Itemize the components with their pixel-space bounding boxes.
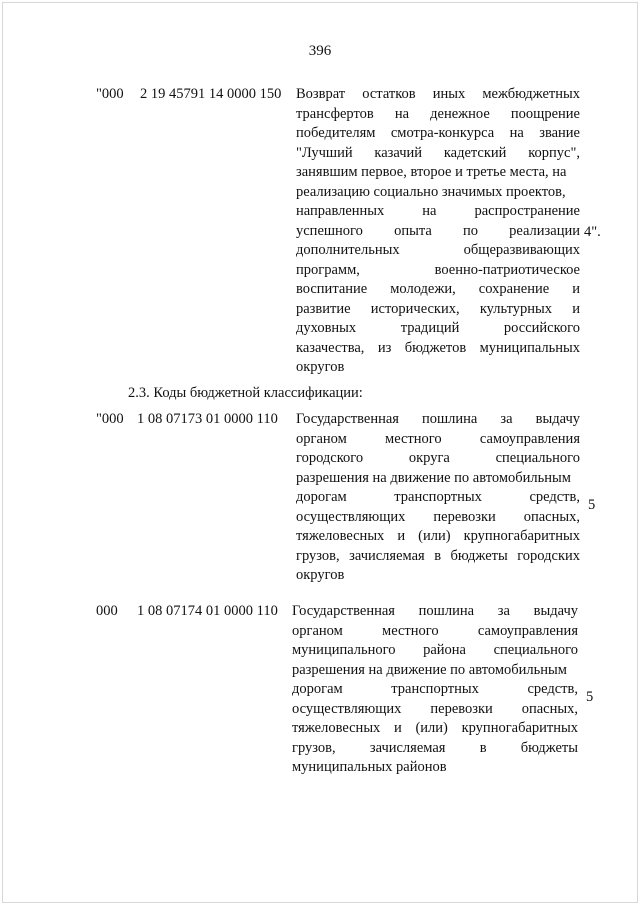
budget-code: 1 08 07174 01 0000 110 (137, 603, 278, 619)
description-line: городского округа специального (296, 450, 580, 466)
description-line: дополнительных общеразвивающих (296, 242, 580, 258)
row-prefix: "000 (96, 411, 124, 427)
description-line: органом местного самоуправления (296, 430, 580, 447)
description-line: трансфертов на денежное поощрение (296, 105, 580, 122)
description-line: органом местного самоуправления (292, 622, 578, 639)
description-line: округов (296, 567, 345, 583)
page-number: 396 (308, 43, 332, 59)
description-line: казачества, из бюджетов муниципальных (296, 339, 580, 356)
description-line: разрешения на движение по автомобильным (296, 469, 571, 486)
description-line: развитие исторических, культурных и (296, 300, 580, 317)
budget-code: 1 08 07173 01 0000 110 (137, 411, 278, 427)
description-line: Государственная пошлина за выдачу (292, 603, 578, 619)
description-line: дорогам транспортных средств, (292, 681, 578, 697)
description-line: округов (296, 359, 345, 375)
row-description (296, 410, 580, 586)
description-line: тяжеловесных и (или) крупногабаритных (296, 528, 580, 544)
description-line: программ, военно-патриотическое (296, 261, 580, 278)
description-line: духовных традиций российского (296, 320, 580, 336)
description-line: направленных на распространение (296, 203, 580, 219)
row-description (292, 602, 578, 778)
description-line: победителям смотра-конкурса на звание (296, 125, 580, 141)
row-prefix: 000 (96, 603, 118, 619)
description-line: Возврат остатков иных межбюджетных (296, 86, 580, 102)
section-title: 2.3. Коды бюджетной классификации: (128, 385, 363, 401)
row-value: 5 (588, 497, 596, 513)
description-line: муниципального района специального (292, 642, 578, 658)
description-line: воспитание молодежи, сохранение и (296, 281, 580, 297)
row-value: 5 (586, 689, 594, 705)
row-value: 4". (584, 224, 601, 240)
description-line: дорогам транспортных средств, (296, 489, 580, 505)
row-description (296, 85, 580, 378)
description-line: занявшим первое, второе и третье места, на (296, 164, 567, 180)
description-line: разрешения на движение по автомобильным (292, 661, 567, 678)
description-line: Государственная пошлина за выдачу (296, 411, 580, 427)
description-line: реализацию социально значимых проектов, (296, 183, 566, 200)
row-prefix: "000 (96, 86, 124, 102)
description-line: осуществляющих перевозки опасных, (292, 700, 578, 717)
description-line: тяжеловесных и (или) крупногабаритных (292, 720, 578, 736)
description-line: грузов, зачисляемая в бюджеты городских (296, 547, 580, 564)
description-line: грузов, зачисляемая в бюджеты (292, 739, 578, 756)
description-line: муниципальных районов (292, 759, 447, 775)
budget-code: 2 19 45791 14 0000 150 (140, 86, 282, 102)
description-line: осуществляющих перевозки опасных, (296, 508, 580, 525)
description-line: "Лучший казачий кадетский корпус", (296, 144, 580, 161)
description-line: успешного опыта по реализации (296, 222, 580, 239)
